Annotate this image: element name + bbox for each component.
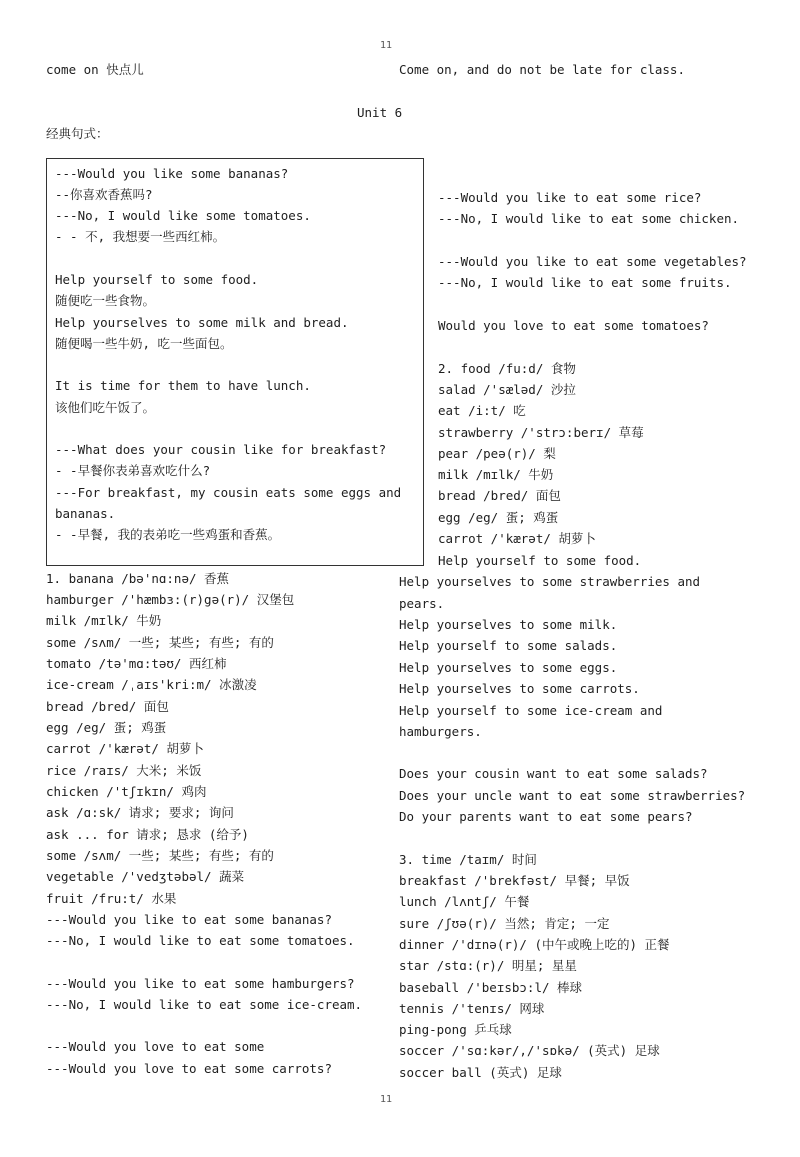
box-line: --你喜欢香蕉吗? bbox=[55, 187, 153, 202]
left-line: chicken /'tʃɪkɪn/ 鸡肉 bbox=[46, 784, 207, 799]
left-line: tomato /tə'mɑ:təʊ/ 西红柿 bbox=[46, 656, 227, 671]
box-line: ---What does your cousin like for breakfast? bbox=[55, 442, 387, 457]
left-line: egg /eg/ 蛋; 鸡蛋 bbox=[46, 720, 167, 735]
right-line: Help yourself to some food. bbox=[438, 553, 642, 568]
right-line: ---No, I would like to eat some fruits. bbox=[438, 275, 732, 290]
box-line: bananas. bbox=[55, 506, 116, 521]
right-line: ---Would you like to eat some vegetables? bbox=[438, 254, 747, 269]
right-line: soccer /'sɑ:kər/,/'sɒkə/ (英式) 足球 bbox=[399, 1043, 660, 1058]
right-line: Help yourself to some salads. bbox=[399, 638, 618, 653]
left-line: 1. banana /bə'nɑ:nə/ 香蕉 bbox=[46, 571, 230, 586]
box-line: Help yourselves to some milk and bread. bbox=[55, 315, 349, 330]
right-line: 2. food /fu:d/ 食物 bbox=[438, 361, 576, 376]
right-line: Help yourselves to some strawberries and bbox=[399, 574, 701, 589]
left-line: ask /ɑ:sk/ 请求; 要求; 询问 bbox=[46, 805, 234, 820]
section-label: 经典句式： bbox=[46, 126, 109, 141]
right-line: pear /peə(r)/ 梨 bbox=[438, 446, 556, 461]
unit-title: Unit 6 bbox=[357, 105, 403, 120]
box-line: ---For breakfast, my cousin eats some eggs and bbox=[55, 485, 402, 500]
box-line: Help yourself to some food. bbox=[55, 272, 259, 287]
right-line: carrot /'kærət/ 胡萝卜 bbox=[438, 531, 596, 546]
right-line: Does your cousin want to eat some salads? bbox=[399, 766, 708, 781]
right-line: Help yourselves to some carrots. bbox=[399, 681, 640, 696]
left-line: rice /raɪs/ 大米; 米饭 bbox=[46, 763, 202, 778]
top-example: Come on, and do not be late for class. bbox=[399, 62, 685, 77]
right-line: lunch /lʌntʃ/ 午餐 bbox=[399, 894, 530, 909]
right-line: Help yourselves to some eggs. bbox=[399, 660, 618, 675]
right-line: ping-pong 乒乓球 bbox=[399, 1022, 512, 1037]
right-line: 3. time /taɪm/ 时间 bbox=[399, 852, 537, 867]
left-line: carrot /'kærət/ 胡萝卜 bbox=[46, 741, 204, 756]
right-line: dinner /'dɪnə(r)/ (中午或晚上吃的) 正餐 bbox=[399, 937, 670, 952]
left-line: ---Would you love to eat some bbox=[46, 1039, 265, 1054]
right-line: ---Would you like to eat some rice? bbox=[438, 190, 702, 205]
left-line: bread /bred/ 面包 bbox=[46, 699, 169, 714]
box-line: ---No, I would like some tomatoes. bbox=[55, 208, 311, 223]
right-line: baseball /'beɪsbɔ:l/ 棒球 bbox=[399, 980, 583, 995]
left-line: ---Would you like to eat some hamburgers? bbox=[46, 976, 355, 991]
left-line: ---No, I would like to eat some tomatoes. bbox=[46, 933, 355, 948]
box-line: - -早餐, 我的表弟吃一些鸡蛋和香蕉。 bbox=[55, 527, 281, 542]
top-phrase: come on 快点儿 bbox=[46, 62, 144, 77]
left-line: fruit /fru:t/ 水果 bbox=[46, 891, 177, 906]
right-line: Does your uncle want to eat some strawberries? bbox=[399, 788, 746, 803]
left-line: some /sʌm/ 一些; 某些; 有些; 有的 bbox=[46, 848, 274, 863]
left-line: vegetable /'vedʒtəbəl/ 蔬菜 bbox=[46, 869, 245, 884]
right-line: salad /'sæləd/ 沙拉 bbox=[438, 382, 576, 397]
right-line: pears. bbox=[399, 596, 445, 611]
right-line: star /stɑ:(r)/ 明星; 星星 bbox=[399, 958, 577, 973]
right-line: strawberry /'strɔ:berɪ/ 草莓 bbox=[438, 425, 644, 440]
left-line: ask ... for 请求; 恳求 (给予) bbox=[46, 827, 249, 842]
box-line: It is time for them to have lunch. bbox=[55, 378, 311, 393]
right-line: tennis /'tenɪs/ 网球 bbox=[399, 1001, 545, 1016]
box-line: ---Would you like some bananas? bbox=[55, 166, 289, 181]
right-line: Help yourselves to some milk. bbox=[399, 617, 618, 632]
box-line: 随便喝一些牛奶, 吃一些面包。 bbox=[55, 336, 233, 351]
right-line: Would you love to eat some tomatoes? bbox=[438, 318, 709, 333]
right-line: soccer ball (英式) 足球 bbox=[399, 1065, 562, 1080]
right-line: hamburgers. bbox=[399, 724, 482, 739]
right-line: ---No, I would like to eat some chicken. bbox=[438, 211, 740, 226]
left-line: milk /mɪlk/ 牛奶 bbox=[46, 613, 162, 628]
left-line: hamburger /'hæmbɜ:(r)gə(r)/ 汉堡包 bbox=[46, 592, 295, 607]
page-number-bottom: 11 bbox=[380, 1094, 393, 1105]
box-line: - -早餐你表弟喜欢吃什么? bbox=[55, 463, 211, 478]
left-line: ---Would you love to eat some carrots? bbox=[46, 1061, 332, 1076]
left-line: some /sʌm/ 一些; 某些; 有些; 有的 bbox=[46, 635, 274, 650]
box-line: 随便吃一些食物。 bbox=[55, 293, 156, 308]
right-line: egg /eg/ 蛋; 鸡蛋 bbox=[438, 510, 559, 525]
box-line: - - 不, 我想要一些西红柿。 bbox=[55, 229, 226, 244]
page-number-top: 11 bbox=[380, 40, 393, 51]
box-line: 该他们吃午饭了。 bbox=[55, 400, 156, 415]
right-line: eat /i:t/ 吃 bbox=[438, 403, 526, 418]
right-line: breakfast /'brekfəst/ 早餐; 早饭 bbox=[399, 873, 630, 888]
right-line: Do your parents want to eat some pears? bbox=[399, 809, 693, 824]
right-line: Help yourself to some ice-cream and bbox=[399, 703, 663, 718]
right-line: bread /bred/ 面包 bbox=[438, 488, 561, 503]
left-line: ---No, I would like to eat some ice-cream. bbox=[46, 997, 363, 1012]
left-line: ---Would you like to eat some bananas? bbox=[46, 912, 332, 927]
right-line: milk /mɪlk/ 牛奶 bbox=[438, 467, 554, 482]
right-line: sure /ʃʊə(r)/ 当然; 肯定; 一定 bbox=[399, 916, 610, 931]
left-line: ice-cream /ˌaɪs'kri:m/ 冰激凌 bbox=[46, 677, 257, 692]
